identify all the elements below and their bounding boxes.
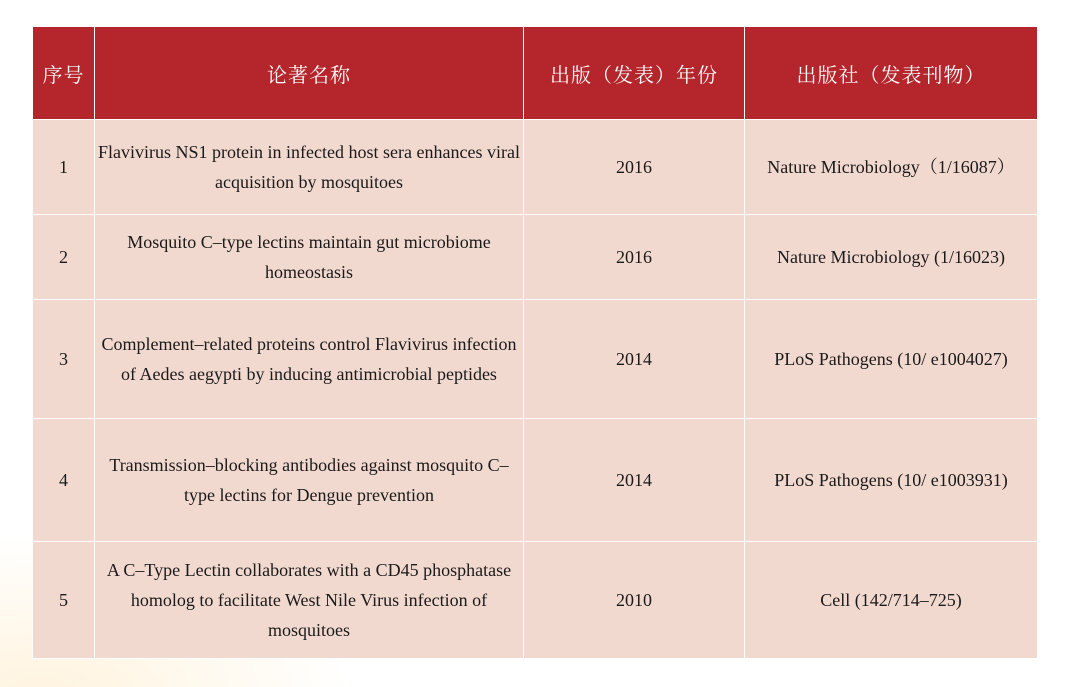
row-publisher: PLoS Pathogens (10/ e1004027) <box>745 299 1038 418</box>
header-row <box>33 27 1038 120</box>
row-index: 4 <box>33 419 95 541</box>
row-publisher: Nature Microbiology（1/16087） <box>745 120 1038 215</box>
table-row <box>33 120 1038 215</box>
row-index: 5 <box>33 541 95 658</box>
row-year: 2016 <box>524 120 745 215</box>
table-row <box>33 541 1038 658</box>
row-index: 2 <box>33 215 95 300</box>
table-row <box>33 419 1038 541</box>
row-publisher: PLoS Pathogens (10/ e1003931) <box>745 419 1038 541</box>
table-body <box>33 120 1038 659</box>
row-index: 3 <box>33 299 95 418</box>
row-publisher: Nature Microbiology (1/16023) <box>745 215 1038 300</box>
row-year: 2014 <box>524 299 745 418</box>
row-publisher: Cell (142/714–725) <box>745 541 1038 658</box>
row-index: 1 <box>33 120 95 215</box>
header-publisher: 出版社（发表刊物） <box>745 27 1038 120</box>
row-title: A C–Type Lectin collaborates with a CD45 phosphatase homolog to facilitate West Nile Virus infection of mosquitoes <box>95 541 524 658</box>
header-title: 论著名称 <box>95 27 524 120</box>
row-title: Transmission–blocking antibodies against mosquito C–type lectins for Dengue prevention <box>95 419 524 541</box>
row-title: Complement–related proteins control Flavivirus infection of Aedes aegypti by inducing antimicrobial peptides <box>95 299 524 418</box>
row-year: 2016 <box>524 215 745 300</box>
table-row <box>33 299 1038 418</box>
table-header <box>33 27 1038 120</box>
row-title: Mosquito C–type lectins maintain gut microbiome homeostasis <box>95 215 524 300</box>
table-row <box>33 215 1038 300</box>
row-title: Flavivirus NS1 protein in infected host sera enhances viral acquisition by mosquitoes <box>95 120 524 215</box>
row-year: 2010 <box>524 541 745 658</box>
row-year: 2014 <box>524 419 745 541</box>
publications-table <box>32 26 1038 659</box>
header-year: 出版（发表）年份 <box>524 27 745 120</box>
header-index: 序号 <box>33 27 95 120</box>
